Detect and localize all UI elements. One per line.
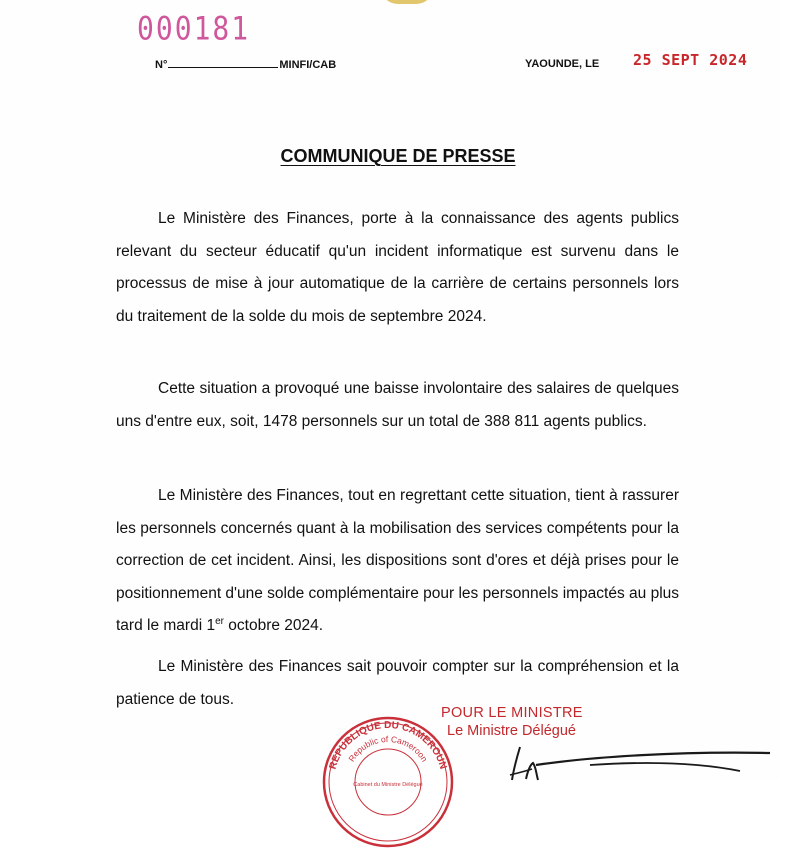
paragraph-3 (116, 480, 679, 643)
paragraph-3-text: Le Ministère des Finances, tout en regrettant cette situation, tient à rassurer les personnels concernés quant à la mobilisation des services compétents pour la correction de cet incident. Ainsi, les dispositions sont d'ores et déjà prises pour le positionnement d'une solde complémentaire pour les personnels impactés au plus tard le mardi 1 (116, 487, 680, 634)
reference-suffix: MINFI/CAB (279, 59, 337, 71)
city-label: YAOUNDE, LE (525, 58, 600, 70)
emblem-top-fragment (380, 0, 434, 4)
official-seal (318, 712, 458, 852)
reference-line (155, 59, 336, 71)
svg-text:REPUBLIQUE DU CAMEROUN (328, 720, 449, 771)
paragraph-4: Le Ministère des Finances sait pouvoir compter sur la compréhension et la patience de tous. (116, 658, 679, 708)
handwritten-signature (470, 735, 780, 780)
seal-inner-text: Republic of Cameroon (346, 733, 430, 764)
seal-center-text: Cabinet du Ministre Délégué (353, 782, 423, 788)
paragraph-2: Cette situation a provoqué une baisse involontaire des salaires de quelques uns d'entre eux, soit, 1478 personnels sur un total de 388 811 agents publics. (116, 380, 679, 430)
signature-subtitle: Le Ministre Délégué (447, 723, 576, 739)
paragraph-3-superscript: er (215, 615, 224, 627)
seal-outer-text: REPUBLIQUE DU CAMEROUN (327, 719, 449, 771)
registration-stamp-number: 000181 (137, 9, 251, 48)
document-title: COMMUNIQUE DE PRESSE (280, 146, 516, 166)
reference-prefix: N° (155, 59, 168, 71)
signature-title: POUR LE MINISTRE (441, 705, 583, 721)
reference-blank (168, 67, 278, 68)
paragraph-3-tail: octobre 2024. (223, 617, 324, 634)
date-stamp: 25 SEPT 2024 (633, 51, 748, 69)
paragraph-1: Le Ministère des Finances, porte à la connaissance des agents publics relevant du secteur éducatif qu'un incident informatique est survenu dans le processus de mise à jour automatique de la carrière de certains personnels lors du traitement de la solde du mois de septembre 2024. (116, 210, 679, 325)
